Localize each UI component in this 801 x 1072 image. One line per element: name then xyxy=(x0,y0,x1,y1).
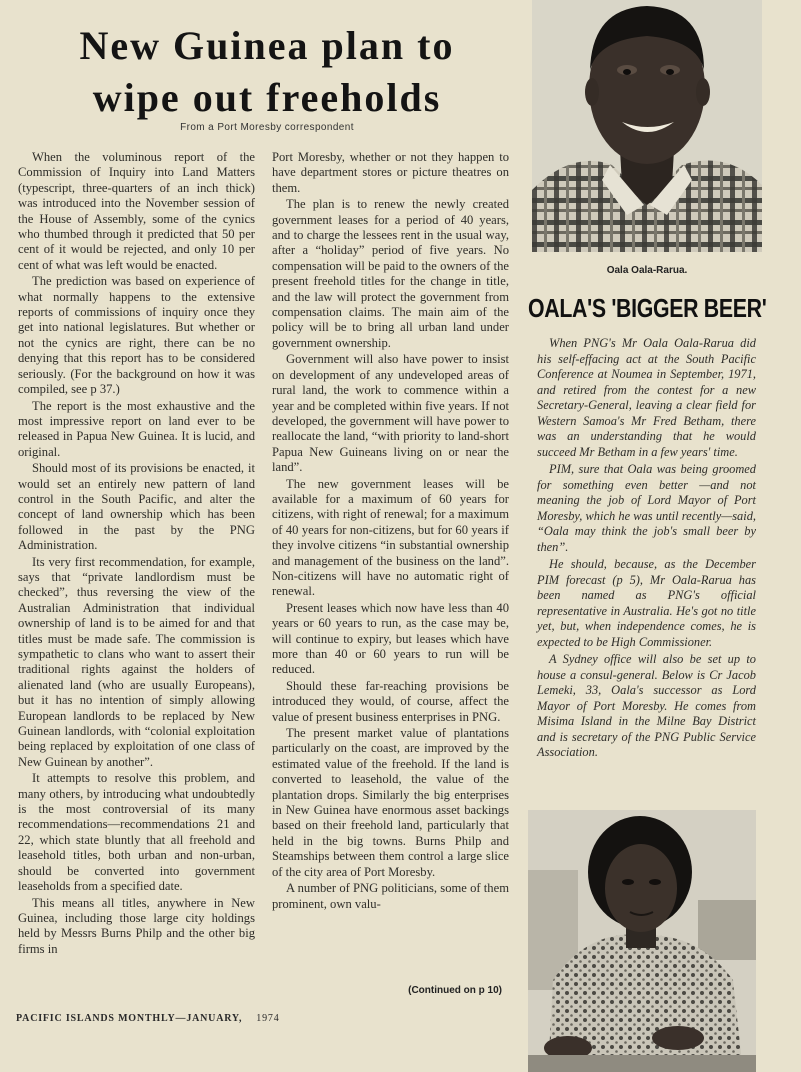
page-number: 1974 xyxy=(256,1013,280,1024)
headline-line-2: wipe out freeholds xyxy=(92,75,442,120)
continued-link[interactable]: (Continued on p 10) xyxy=(408,985,502,996)
paragraph: The plan is to renew the newly created government leases for a period of 40 years, and to charge the lessees rent in the usual way, after a “holiday” period of five years. No compensation will be paid to the owners of the present freehold titles for the change in title, and the law will protect the government from compensation claims. The main aim of the policy will be to bring all urban land under government ownership. xyxy=(272,197,509,350)
paragraph: It attempts to resolve this problem, and many others, by introducing what undoubtedly is the most controversial of its many recommendations—recommendations 21 and 22, which state bluntly that all freehold and leasehold titles, both urban and non-urban, should be converted into government leaseholds from a specified date. xyxy=(18,771,255,894)
byline: From a Port Moresby correspondent xyxy=(180,122,354,133)
article-column-1 xyxy=(18,150,255,957)
article-column-2 xyxy=(272,150,509,912)
sidebar-article xyxy=(537,336,756,761)
paragraph: Should most of its provisions be enacted, it would set an entirely new pattern of land control in the South Pacific, and alter the concept of land ownership which has been followed in the past by the PNG Administration. xyxy=(18,461,255,553)
paragraph: Present leases which now have less than 40 years or 60 years to run, as the case may be, will continue to expiry, but leases which have more than 40 or 60 years to run will be reduced. xyxy=(272,600,509,677)
paragraph: Government will also have power to insist on development of any undeveloped areas of rural land, the work to commence within a year and be completed within five years. If not developed, the government will have power to reallocate the land, “with priority to land-short Papua New Guineans living on or near the land”. xyxy=(272,352,509,475)
paragraph: A Sydney office will also be set up to house a consul-general. Below is Cr Jacob Lemeki, 33, Oala's successor as Lord Mayor of Port Moresby. He comes from Misima Island in the Milne Bay District and is secretary of the PNG Public Service Association. xyxy=(537,652,756,759)
paragraph: A number of PNG politicians, some of them prominent, own valu- xyxy=(272,881,509,911)
paragraph: He should, because, as the December PIM forecast (p 5), Mr Oala-Rarua has been named as PNG's official representative in Australia. He's got no title yet, but, when independence comes, he is expected to be High Commissioner. xyxy=(537,557,756,649)
page-footer xyxy=(16,1013,316,1024)
publication-name: PACIFIC ISLANDS MONTHLY—JANUARY, xyxy=(16,1013,243,1024)
headline xyxy=(14,20,520,124)
headline-line-1: New Guinea plan to xyxy=(79,23,455,68)
paragraph: This means all titles, anywhere in New Guinea, including those large city holdings held by Messrs Burns Philp and the other big firms in xyxy=(18,895,255,956)
paragraph: The report is the most exhaustive and the most impressive report on land ever to be released in Papua New Guinea. It is lucid, and original. xyxy=(18,398,255,459)
paragraph: When the voluminous report of the Commission of Inquiry into Land Matters (typescript, three-quarters of an inch thick) was introduced into the November session of the House of Assembly, some of the cynics who thumbed through it predicted that 50 per cent of it would be rejected, and only 10 per cent of what was left would be enacted. xyxy=(18,150,255,272)
portrait-image xyxy=(528,810,756,1072)
paragraph: The new government leases will be available for a maximum of 60 years for citizens, with right of renewal; for a maximum of 40 years for non-citizens, but for 60 years if they involve citizens “in substantial ownership and management of the business on the land”. Non-citizens will have no automatic right of renewal. xyxy=(272,476,509,599)
portrait-photo-lemeki xyxy=(528,810,756,1072)
sidebar-heading: OALA'S 'BIGGER BEER' xyxy=(528,293,767,323)
portrait-image xyxy=(532,0,762,252)
paragraph: When PNG's Mr Oala Oala-Rarua did his self-effacing act at the South Pacific Conference at Noumea in September, 1971, and retired from the contest for a new Secretary-General, leaving a clear field for Western Samoa's Mr Fred Betham, there was an understanding that he would succeed Mr Betham in a few years' time. xyxy=(537,336,756,459)
portrait-photo-oala xyxy=(532,0,762,252)
paragraph: Port Moresby, whether or not they happen to have department stores or picture theatres on them. xyxy=(272,150,509,195)
photo-caption: Oala Oala-Rarua. xyxy=(606,265,688,276)
paragraph: The present market value of plantations particularly on the coast, are improved by the estimated value of the freehold. If the land is converted to leasehold, the value of the plantation drops. Similarly the big enterprises in New Guinea have enormous asset backings based on their freehold land, particularly that held in the big towns. Burns Philp and Steamships between them control a large slice of the city area of Port Moresby. xyxy=(272,726,509,879)
paragraph: Its very first recommendation, for example, says that “private landlordism must be checked”, thus reversing the view of the Australian Administration that individual ownership of land is to be aimed for and that titles must be made safe. The commission is sympathetic to clans who want to assert their traditional rights against the holders of alienated land (who are usually Europeans), but it has no intention of simply allowing European landlords to be replaced by New Guinean landlords, with “colonial exploitation being replaced by exploitation of one class of New Guinean by another”. xyxy=(18,554,255,769)
paragraph: PIM, sure that Oala was being groomed for something even better —and not meaning the job of Lord Mayor of Port Moresby, which he was until recently—said, “Oala may think the job's small beer by then”. xyxy=(537,462,756,554)
paragraph: Should these far-reaching provisions be introduced they would, of course, affect the value of present business enterprises in PNG. xyxy=(272,678,509,724)
paragraph: The prediction was based on experience of what normally happens to the extensive reports of commissions of inquiry once they get into national legislatures. But whether or not the cynics are right, there can be no denying that this report has to be considered seriously. (For the background on how it was compiled, see p 37.) xyxy=(18,274,255,397)
